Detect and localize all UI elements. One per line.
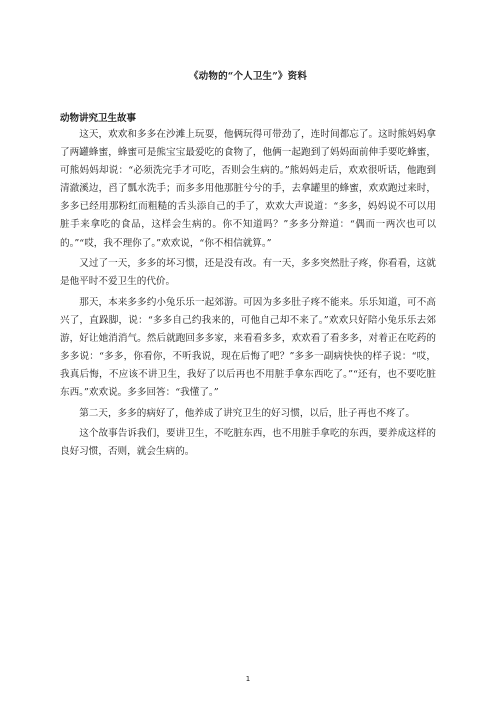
paragraph-5: 这个故事告诉我们，要讲卫生，不吃脏东西，也不用脏手拿吃的东西，要养成这样的良好习惯，否则，就会生病的。 xyxy=(60,428,436,458)
page-number: 1 xyxy=(245,675,251,683)
paragraph-4: 第二天，多多的病好了，他养成了讲究卫生的好习惯，以后，肚子再也不疼了。 xyxy=(79,407,415,419)
document-title: 《动物的“个人卫生”》资料 xyxy=(188,71,308,82)
paragraph-2: 又过了一天，多多的坏习惯，还是没有改。有一天，多多突然肚子疼，你看看，这就是他平时不爱卫生的代价。 xyxy=(60,258,436,288)
story-body xyxy=(60,126,436,464)
paragraph-3: 那天，本来多多约小兔乐乐一起郊游。可因为多多肚子疼不能来。乐乐知道，可不高兴了，直跺脚，说：“多多自己约我来的，可他自己却不来了。”欢欢只好陪小兔乐乐去郊游，好让她消消气。然后就跑回多多家，来看看多多，欢欢看了看多多，对着正在吃药的多多说：“多多，你看你，不听我说，现在后悔了吧？”多多一副病快快的样子说：“哎，我真后悔，不应该不讲卫生，我好了以后再也不用脏手拿东西吃了。”“还有，也不要吃脏东西。”欢欢说。多多回答：“我懂了。” xyxy=(60,296,436,399)
section-heading: 动物讲究卫生故事 xyxy=(60,113,137,124)
paragraph-1: 这天，欢欢和多多在沙滩上玩耍，他俩玩得可带劲了，连时间都忘了。这时熊妈妈拿了两罐蜂蜜，蜂蜜可是熊宝宝最爱吃的食物了，他俩一起跑到了妈妈面前伸手要吃蜂蜜，可熊妈妈却说：“必须洗完手才可吃，否则会生病的。”熊妈妈走后，欢欢很听话，他跑到清澈溪边，舀了瓢水洗手；而多多用他那脏兮兮的手，去拿罐里的蜂蜜，欢欢跑过来时，多多已经用那粉红而粗糙的舌头添自己的手了，欢欢大声说道：“多多，妈妈说不可以用脏手来拿吃的食品，这样会生病的。你不知道吗？”多多分辩道：“偶而一两次也可以的。”“哎，我不理你了。”欢欢说，“你不相信就算。” xyxy=(60,129,436,249)
